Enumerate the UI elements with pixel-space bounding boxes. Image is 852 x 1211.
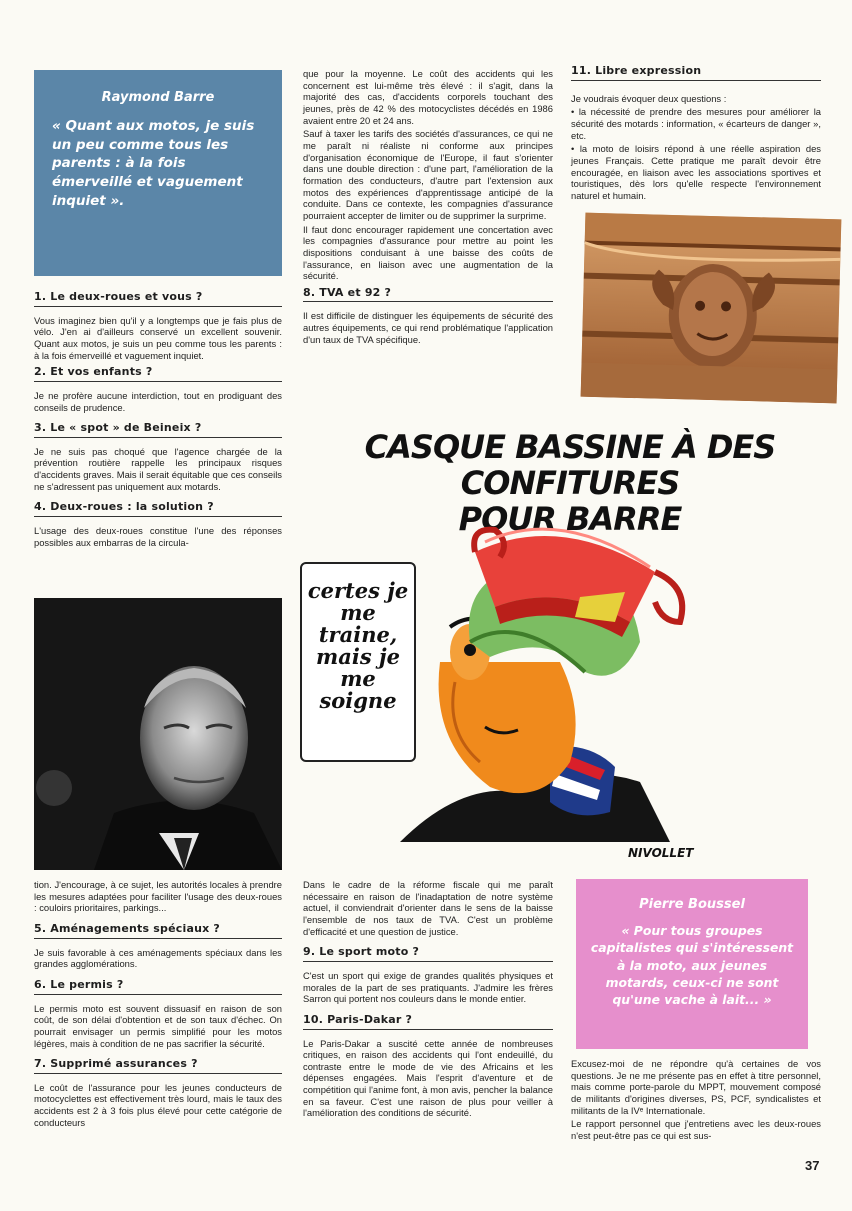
q4-heading: 4. Deux-roues : la solution ?: [34, 500, 282, 517]
q11-bullet-1: • la nécessité de prendre des mesures pour améliorer la sécurité des motards : information, « écarteurs de danger », etc.: [571, 106, 821, 141]
column-1-bottom: [34, 879, 282, 1130]
boussel-quote-text: « Pour tous groupes capitalistes qui s'intéressent à la moto, aux jeunes motards, ceux-ci ne sont qu'une vache à lait... »: [590, 923, 794, 1008]
q5-answer: Je suis favorable à ces aménagements spéciaux dans les grandes agglomérations.: [34, 946, 282, 970]
column-1-top: [34, 282, 282, 550]
q11-intro: Je voudrais évoquer deux questions :: [571, 92, 727, 104]
concertation-paragraph: Il faut donc encourager rapidement une concertation avec les compagnies d'assurance pour mettre au point les dispositions conduisant à une baisse des coûts de l'assurance, en liaison avec une augmentation de la sécurité.: [303, 223, 553, 282]
q5-heading: 5. Aménagements spéciaux ?: [34, 922, 282, 939]
portrait-illustration: [34, 598, 282, 870]
q6-heading: 6. Le permis ?: [34, 978, 282, 995]
boussel-intro-paragraph: Excusez-moi de ne répondre qu'à certaines de vos questions. Je ne me présente pas en effet à titre personnel, mais comme porte-parole du MPPT, mouvement composé de militants d'origines diverses, PS, PCF, syndicalistes et militants de la IVᵉ Internationale.: [571, 1058, 821, 1116]
cartoon-title-line-1: CASQUE BASSINE À DES CONFITURES: [364, 428, 776, 502]
column-3-top: [571, 64, 821, 204]
q1-heading: 1. Le deux-roues et vous ?: [34, 290, 282, 307]
q9-answer: C'est un sport qui exige de grandes qualités physiques et morales de la part de ses pratiquants. J'admire les frères Sarron qui portent nos couleurs dans le monde entier.: [303, 969, 553, 1005]
boussel-quote-name: Pierre Boussel: [639, 897, 745, 912]
barre-quote-text: « Quant aux motos, je suis un peu comme tous les parents : à la fois émerveillé et vaguement inquiet ».: [52, 118, 255, 209]
q8-answer: Il est difficile de distinguer les équipements de sécurité des autres équipements, ce qui rend problématique l'application d'un taux de TVA spécifique.: [303, 310, 553, 345]
q7-answer: Le coût de l'assurance pour les jeunes conducteurs de motocyclettes est effectivement très lourd, mais le taux des accidents est 2 à 3 fois plus élevé pour cette catégorie de conducteurs: [34, 1081, 282, 1128]
insurance-paragraph: Sauf à taxer les tarifs des sociétés d'assurances, ce qui ne me paraît ni réaliste ni conforme aux principes d'organisation économique de l'Europe, il faut s'orienter dans une double direction : d'une part, l'amélioration de la formation des conducteurs, d'autre part l'extension aux motos des expériences d'apprentissage anticipé de la conduite. Dans ce contexte, les compagnies d'assurance pourraient accepter de limiter ou de supprimer la surprime.: [303, 128, 553, 221]
q3-answer: Je ne suis pas choqué que l'agence chargée de la prévention routière rappelle les principaux risques d'accidents graves. Mais il serait équitable que ces conseils ne s'adressent pas uniquement aux motards.: [34, 445, 282, 492]
q9-heading: 9. Le sport moto ?: [303, 945, 553, 962]
caricature-drawing: [400, 512, 700, 852]
cartoon-title-line-2: POUR BARRE: [458, 499, 682, 538]
q3-heading: 3. Le « spot » de Beineix ?: [34, 421, 282, 438]
q2-answer: Je ne profère aucune interdiction, tout en prodiguant des conseils de prudence.: [34, 389, 282, 413]
column-2-bottom: [303, 879, 553, 1121]
architecture-photo: [581, 213, 842, 404]
q4-answer-continued: tion. J'encourage, à ce sujet, les autorités locales à prendre les mesures adaptées pour faciliter l'usage des deux-roues : couloirs prioritaires, parkings...: [34, 879, 282, 914]
barre-quote-box: [34, 70, 282, 276]
q11-heading: 11. Libre expression: [571, 64, 821, 81]
q4-answer: L'usage des deux-roues constitue l'une des réponses possibles aux embarras de la circula-: [34, 525, 282, 548]
q10-answer: Le Paris-Dakar a suscité cette année de nombreuses critiques, en raison des accidents qui l'ont endeuillé, du contraste entre le mode de vie des Africains et les dépenses engagées. Mais l'esprit d'aventure et de compétition qui l'anime font, à mon avis, pencher la balance en sa faveur. C'est une raison de plus pour veiller à l'amélioration des conditions de sécurité.: [303, 1037, 553, 1119]
column-2-top: [303, 68, 553, 347]
column-3-bottom: [571, 1058, 821, 1144]
q8-heading: 8. TVA et 92 ?: [303, 286, 553, 303]
tva-paragraph: Dans le cadre de la réforme fiscale qui me paraît nécessaire en raison de l'inadaptation de notre système actuel, il conviendrait d'orienter dans le sens de la baisse l'ensemble de nos taux de TVA. C'est un problème d'efficacité et une question de justice.: [303, 879, 553, 937]
q2-heading: 2. Et vos enfants ?: [34, 365, 282, 382]
page-number: 37: [805, 1158, 820, 1173]
q7-heading: 7. Supprimé assurances ?: [34, 1057, 282, 1074]
boussel-continued-paragraph: Le rapport personnel que j'entretiens avec les deux-roues n'est peut-être pas ce qui est sus-: [571, 1118, 821, 1141]
q7-answer-continued: que pour la moyenne. Le coût des accidents qui les concernent est lui-même très élevé : il s'agit, dans la majorité des cas, d'accidents corporels touchant des jeunes, près de 42 % des motocyclistes décédés en 1986 avaient entre 20 et 24 ans.: [303, 68, 553, 126]
q10-heading: 10. Paris-Dakar ?: [303, 1013, 553, 1030]
q1-answer: Vous imaginez bien qu'il y a longtemps que je fais plus de vélo. J'en ai d'ailleurs conservé un excellent souvenir. Quant aux motos, je suis un peu comme tous les parents : à la fois émerveillé et vaguement inquiet.: [34, 314, 282, 361]
speech-bubble: certes je me traine, mais je me soigne: [300, 562, 416, 762]
barre-portrait-photo: [34, 598, 282, 870]
barre-quote-name: Raymond Barre: [101, 90, 215, 105]
q6-answer: Le permis moto est souvent dissuasif en raison de son coût, de son délai d'obtention et de son taux d'échec. On pourrait envisager un permis simplifié pour les motos légères, mais à condition de ne pas sacrifier la sécurité.: [34, 1002, 282, 1049]
q11-bullet-2: • la moto de loisirs répond à une réelle aspiration des jeunes Français. Cette pratique me paraît devoir être encouragée, en liaison avec les associations sportives et touristiques, dès lors qu'elle respecte l'environnement naturel et humain.: [571, 143, 821, 201]
boussel-quote-box: [576, 879, 808, 1049]
cartoonist-signature: NIVOLLET: [628, 846, 694, 860]
mascaron-illustration: [581, 213, 842, 404]
